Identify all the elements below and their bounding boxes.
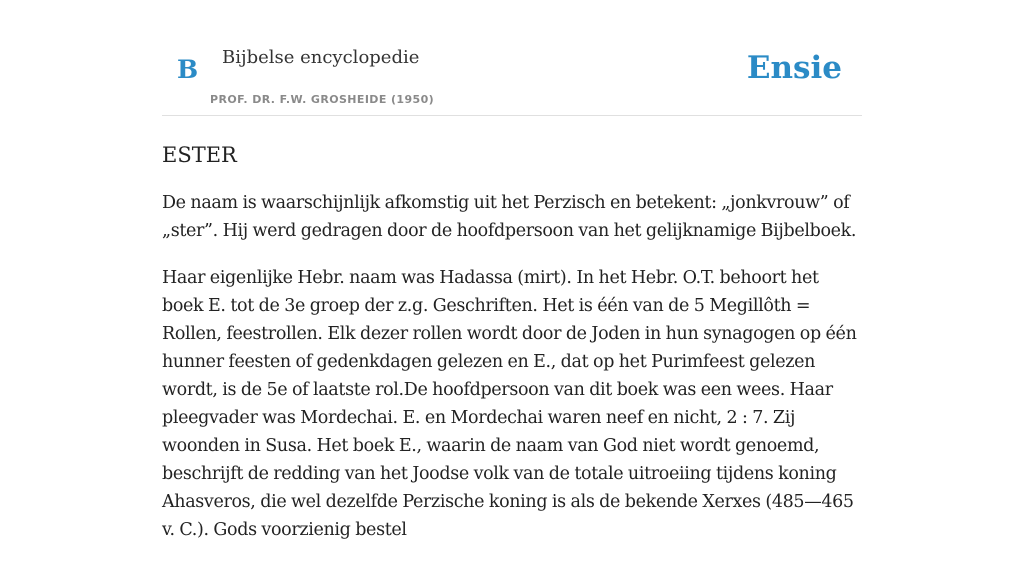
author-label: PROF. DR. F.W. GROSHEIDE (1950) bbox=[210, 93, 435, 106]
book-title-link[interactable]: Bijbelse encyclopedie bbox=[222, 47, 420, 68]
article-paragraph: Haar eigenlijke Hebr. naam was Hadassa (mirt). In het Hebr. O.T. behoort het boek E. tot de 3e groep der z.g. Geschriften. Het is één van de 5 Megillôth = Rollen, feestrollen. Elk dezer rollen wordt door de Joden in hun synagogen op één hunner feesten of gedenkdagen gelezen en E., dat op het Purimfeest gelezen wordt, is de 5e of laatste rol.De hoofdpersoon van dit boek was een wees. Haar pleegvader was Mordechai. E. en Mordechai waren neef en nicht, 2 : 7. Zij woonden in Susa. Het boek E., waarin de naam van God niet wordt genoemd, beschrijft de redding van het Joodse volk van de totale uitroeiing tijdens koning Ahasveros, die wel dezelfde Perzische koning is als de bekende Xerxes (485—465 v. C.). Gods voorzienig bestel bbox=[162, 268, 857, 540]
header bbox=[162, 30, 862, 116]
brand-logo-link[interactable]: Ensie bbox=[746, 50, 842, 86]
article-title: ESTER bbox=[162, 143, 237, 167]
book-icon: B bbox=[177, 55, 199, 84]
article bbox=[162, 138, 862, 563]
article-paragraph: De naam is waarschijnlijk afkomstig uit het Perzisch en betekent: „jonkvrouw” of „ster”. Hij werd gedragen door de hoofdpersoon van het gelijknamige Bijbelboek. bbox=[162, 193, 857, 241]
